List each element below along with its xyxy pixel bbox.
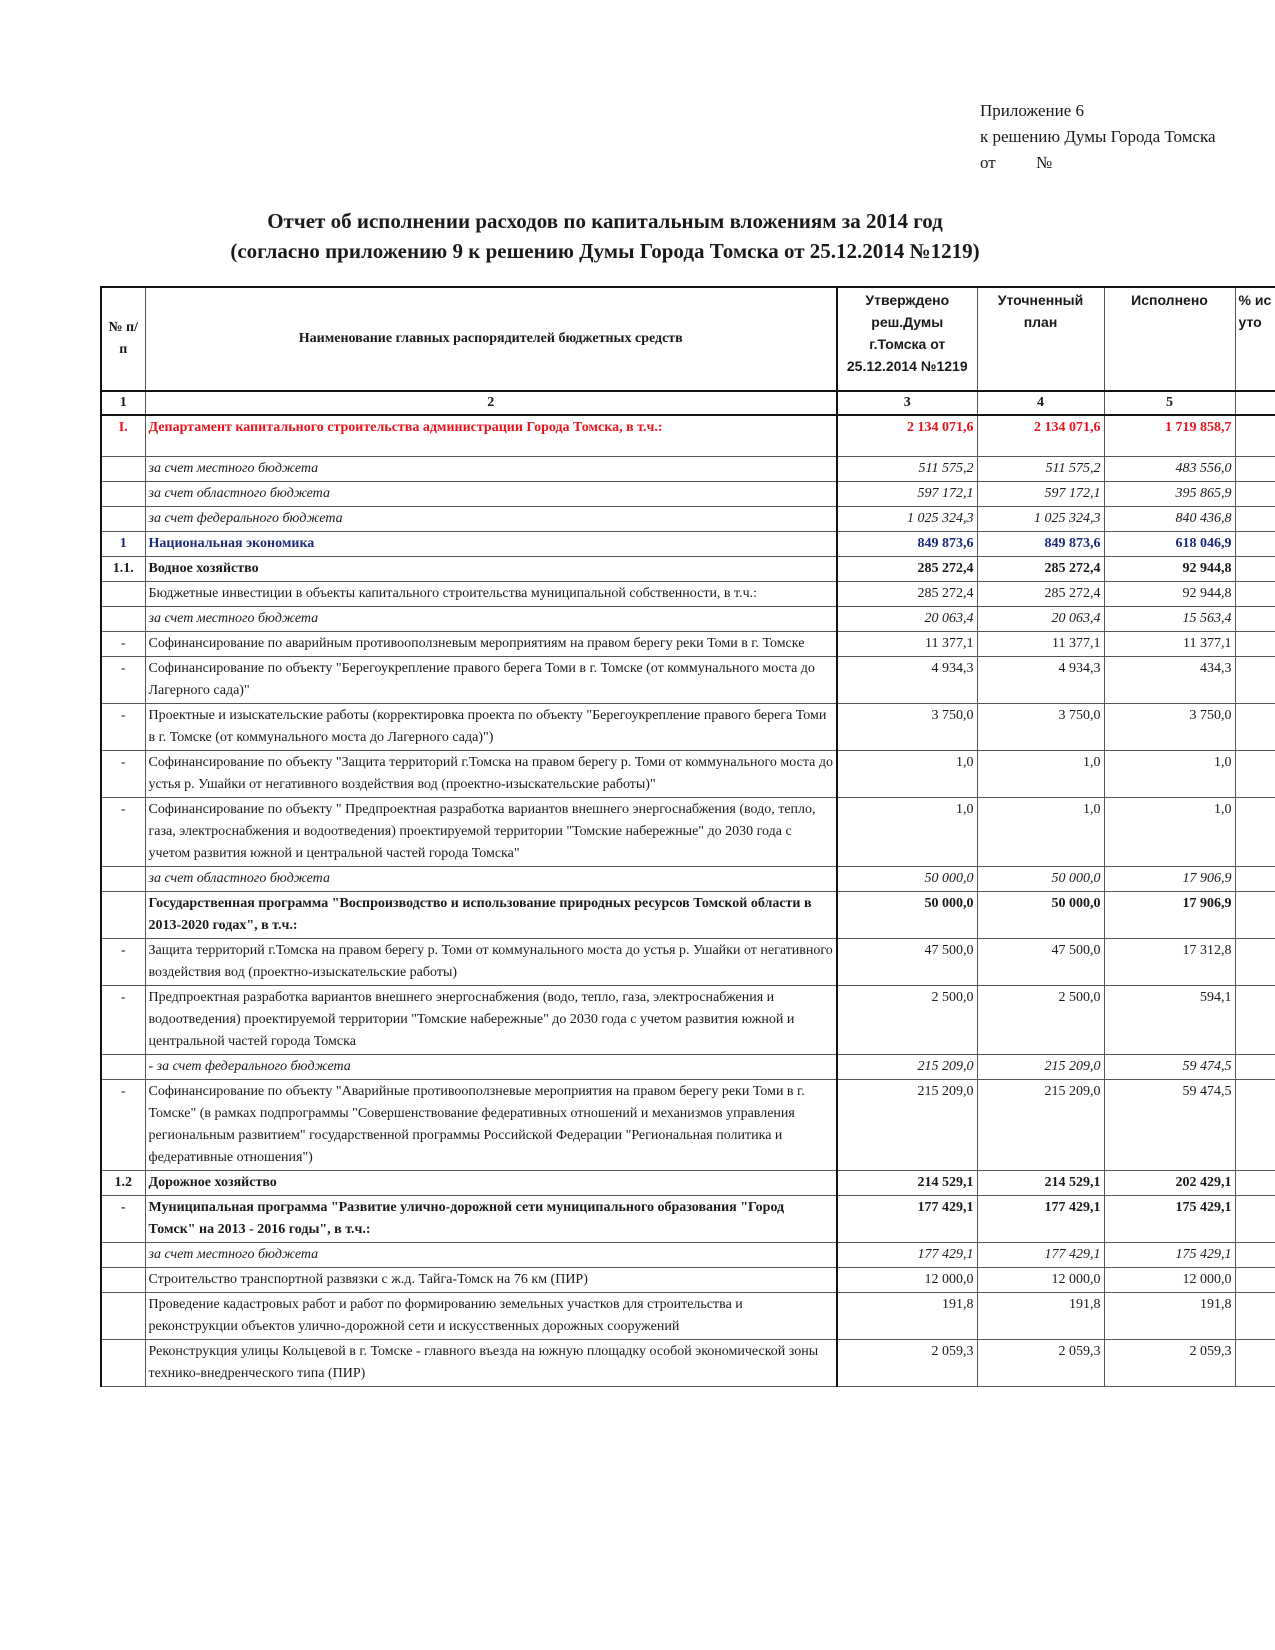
row-percent-value <box>1235 1080 1275 1171</box>
table-row <box>101 657 1275 704</box>
row-name: Предпроектная разработка вариантов внешнего энергоснабжения (водо, тепло, газа, электроснабжения и водоотведения) проектируемой территории "Томские набережные" до 2030 года с учетом развития южной и центральной частей города Томска <box>145 986 837 1055</box>
row-number: - <box>101 632 145 657</box>
row-approved-value: 511 575,2 <box>837 457 977 482</box>
row-percent-value <box>1235 986 1275 1055</box>
row-plan-value: 511 575,2 <box>977 457 1104 482</box>
row-percent-value <box>1235 867 1275 892</box>
row-name: за счет областного бюджета <box>145 867 837 892</box>
row-percent-value <box>1235 532 1275 557</box>
row-plan-value: 47 500,0 <box>977 939 1104 986</box>
table-row <box>101 1268 1275 1293</box>
row-executed-value: 395 865,9 <box>1104 482 1235 507</box>
row-approved-value: 50 000,0 <box>837 892 977 939</box>
row-approved-value: 20 063,4 <box>837 607 977 632</box>
row-executed-value: 840 436,8 <box>1104 507 1235 532</box>
row-approved-value: 2 134 071,6 <box>837 415 977 457</box>
table-row <box>101 482 1275 507</box>
row-number <box>101 457 145 482</box>
row-name: Водное хозяйство <box>145 557 837 582</box>
row-percent-value <box>1235 557 1275 582</box>
row-number: - <box>101 939 145 986</box>
row-percent-value <box>1235 1196 1275 1243</box>
row-plan-value: 191,8 <box>977 1293 1104 1340</box>
row-percent-value <box>1235 1055 1275 1080</box>
row-plan-value: 20 063,4 <box>977 607 1104 632</box>
row-plan-value: 2 500,0 <box>977 986 1104 1055</box>
row-percent-value <box>1235 507 1275 532</box>
title-line-1: Отчет об исполнении расходов по капитальным вложениям за 2014 год <box>267 209 943 233</box>
row-percent-value <box>1235 582 1275 607</box>
row-name: Проведение кадастровых работ и работ по формированию земельных участков для строительства и реконструкции объектов улично-дорожной сети и искусственных дорожных сооружений <box>145 1293 837 1340</box>
row-executed-value: 3 750,0 <box>1104 704 1235 751</box>
row-executed-value: 434,3 <box>1104 657 1235 704</box>
row-percent-value <box>1235 657 1275 704</box>
row-number: - <box>101 1080 145 1171</box>
table-row <box>101 532 1275 557</box>
row-number: - <box>101 986 145 1055</box>
row-plan-value: 3 750,0 <box>977 704 1104 751</box>
row-executed-value: 11 377,1 <box>1104 632 1235 657</box>
row-executed-value: 17 906,9 <box>1104 867 1235 892</box>
row-percent-value <box>1235 632 1275 657</box>
row-name: Бюджетные инвестиции в объекты капитального строительства муниципальной собственности, в т.ч.: <box>145 582 837 607</box>
row-plan-value: 12 000,0 <box>977 1268 1104 1293</box>
row-approved-value: 215 209,0 <box>837 1055 977 1080</box>
row-percent-value <box>1235 939 1275 986</box>
table-row <box>101 986 1275 1055</box>
table-row <box>101 457 1275 482</box>
header-percent: % ис уто <box>1235 287 1275 391</box>
row-plan-value: 177 429,1 <box>977 1196 1104 1243</box>
row-plan-value: 50 000,0 <box>977 892 1104 939</box>
row-number <box>101 1340 145 1387</box>
column-number: 3 <box>837 391 977 415</box>
table-row <box>101 751 1275 798</box>
row-approved-value: 285 272,4 <box>837 557 977 582</box>
table-row <box>101 704 1275 751</box>
row-executed-value: 2 059,3 <box>1104 1340 1235 1387</box>
row-name: Софинансирование по объекту "Берегоукрепление правого берега Томи в г. Томске (от коммунального моста до Лагерного сада)" <box>145 657 837 704</box>
row-percent-value <box>1235 1171 1275 1196</box>
row-plan-value: 849 873,6 <box>977 532 1104 557</box>
row-executed-value: 1 719 858,7 <box>1104 415 1235 457</box>
column-number: 1 <box>101 391 145 415</box>
row-executed-value: 202 429,1 <box>1104 1171 1235 1196</box>
row-percent-value <box>1235 415 1275 457</box>
row-plan-value: 50 000,0 <box>977 867 1104 892</box>
row-name: за счет местного бюджета <box>145 457 837 482</box>
row-plan-value: 177 429,1 <box>977 1243 1104 1268</box>
appendix-line-2: к решению Думы Города Томска <box>980 127 1216 146</box>
row-number <box>101 607 145 632</box>
row-name: за счет федерального бюджета <box>145 507 837 532</box>
row-plan-value: 1,0 <box>977 751 1104 798</box>
row-approved-value: 1,0 <box>837 751 977 798</box>
table-row <box>101 867 1275 892</box>
row-number <box>101 892 145 939</box>
appendix-line-3 <box>980 150 1216 176</box>
row-number: 1.2 <box>101 1171 145 1196</box>
row-number <box>101 582 145 607</box>
row-executed-value: 17 312,8 <box>1104 939 1235 986</box>
row-approved-value: 1 025 324,3 <box>837 507 977 532</box>
table-row <box>101 507 1275 532</box>
table-row <box>101 1243 1275 1268</box>
table-row <box>101 798 1275 867</box>
row-name: Департамент капитального строительства администрации Города Томска, в т.ч.: <box>145 415 837 457</box>
row-approved-value: 47 500,0 <box>837 939 977 986</box>
row-name: Проектные и изыскательские работы (корректировка проекта по объекту "Берегоукрепление правого берега Томи в г. Томске (от коммунального моста до Лагерного сада)") <box>145 704 837 751</box>
row-executed-value: 59 474,5 <box>1104 1080 1235 1171</box>
row-approved-value: 849 873,6 <box>837 532 977 557</box>
row-number <box>101 482 145 507</box>
header-name: Наименование главных распорядителей бюджетных средств <box>145 287 837 391</box>
column-number: 5 <box>1104 391 1235 415</box>
table-row <box>101 1293 1275 1340</box>
column-number <box>1235 391 1275 415</box>
row-number <box>101 1268 145 1293</box>
row-executed-value: 17 906,9 <box>1104 892 1235 939</box>
row-name: Реконструкция улицы Кольцевой в г. Томске - главного въезда на южную площадку особой экономической зоны технико-внедренческого типа (ПИР) <box>145 1340 837 1387</box>
row-name: - за счет федерального бюджета <box>145 1055 837 1080</box>
column-number: 4 <box>977 391 1104 415</box>
row-approved-value: 2 059,3 <box>837 1340 977 1387</box>
row-name: за счет местного бюджета <box>145 607 837 632</box>
row-plan-value: 2 059,3 <box>977 1340 1104 1387</box>
table-body <box>101 415 1275 1387</box>
row-number: 1.1. <box>101 557 145 582</box>
row-name: Национальная экономика <box>145 532 837 557</box>
appendix-number-label: № <box>1036 153 1053 172</box>
title-line-2: (согласно приложению 9 к решению Думы Города Томска от 25.12.2014 №1219) <box>230 239 980 263</box>
table-row <box>101 939 1275 986</box>
row-approved-value: 11 377,1 <box>837 632 977 657</box>
row-percent-value <box>1235 1293 1275 1340</box>
row-executed-value: 1,0 <box>1104 751 1235 798</box>
row-executed-value: 12 000,0 <box>1104 1268 1235 1293</box>
column-numbers-row <box>101 391 1275 415</box>
header-executed: Исполнено <box>1104 287 1235 391</box>
row-executed-value: 15 563,4 <box>1104 607 1235 632</box>
row-name: Строительство транспортной развязки с ж.д. Тайга-Томск на 76 км (ПИР) <box>145 1268 837 1293</box>
table-row <box>101 892 1275 939</box>
row-plan-value: 597 172,1 <box>977 482 1104 507</box>
row-name: Защита территорий г.Томска на правом берегу р. Томи от коммунального моста до устья р. Ушайки от негативного воздействия вод (проектно-изыскательские работы) <box>145 939 837 986</box>
row-plan-value: 4 934,3 <box>977 657 1104 704</box>
row-approved-value: 177 429,1 <box>837 1196 977 1243</box>
row-number: - <box>101 1196 145 1243</box>
row-percent-value <box>1235 798 1275 867</box>
row-approved-value: 4 934,3 <box>837 657 977 704</box>
row-number: - <box>101 751 145 798</box>
row-number <box>101 1055 145 1080</box>
row-plan-value: 215 209,0 <box>977 1080 1104 1171</box>
row-executed-value: 175 429,1 <box>1104 1196 1235 1243</box>
row-number <box>101 1293 145 1340</box>
table-row <box>101 1196 1275 1243</box>
table-row <box>101 415 1275 457</box>
row-approved-value: 191,8 <box>837 1293 977 1340</box>
row-number: - <box>101 798 145 867</box>
row-approved-value: 214 529,1 <box>837 1171 977 1196</box>
document-title <box>0 206 1210 266</box>
row-number: - <box>101 657 145 704</box>
header-plan: Уточненный план <box>977 287 1104 391</box>
row-plan-value: 1,0 <box>977 798 1104 867</box>
row-number: - <box>101 704 145 751</box>
row-executed-value: 92 944,8 <box>1104 582 1235 607</box>
table-row <box>101 1055 1275 1080</box>
row-number <box>101 1243 145 1268</box>
appendix-date-label: от <box>980 153 996 172</box>
row-executed-value: 618 046,9 <box>1104 532 1235 557</box>
row-percent-value <box>1235 704 1275 751</box>
row-name: Муниципальная программа "Развитие улично-дорожной сети муниципального образования "Город Томск" на 2013 - 2016 годы", в т.ч.: <box>145 1196 837 1243</box>
table-row <box>101 632 1275 657</box>
header-approved: Утверждено реш.Думы г.Томска от 25.12.2014 №1219 <box>837 287 977 391</box>
table-row <box>101 557 1275 582</box>
row-approved-value: 12 000,0 <box>837 1268 977 1293</box>
row-approved-value: 2 500,0 <box>837 986 977 1055</box>
row-plan-value: 215 209,0 <box>977 1055 1104 1080</box>
row-plan-value: 214 529,1 <box>977 1171 1104 1196</box>
row-approved-value: 1,0 <box>837 798 977 867</box>
row-approved-value: 285 272,4 <box>837 582 977 607</box>
row-percent-value <box>1235 607 1275 632</box>
row-approved-value: 3 750,0 <box>837 704 977 751</box>
appendix-line-1: Приложение 6 <box>980 101 1084 120</box>
row-percent-value <box>1235 457 1275 482</box>
row-number <box>101 867 145 892</box>
row-percent-value <box>1235 751 1275 798</box>
table-row <box>101 582 1275 607</box>
table-row <box>101 1340 1275 1387</box>
table-row <box>101 607 1275 632</box>
row-name: Государственная программа "Воспроизводство и использование природных ресурсов Томской области в 2013-2020 годах", в т.ч.: <box>145 892 837 939</box>
table-row <box>101 1171 1275 1196</box>
row-plan-value: 2 134 071,6 <box>977 415 1104 457</box>
row-name: Дорожное хозяйство <box>145 1171 837 1196</box>
row-plan-value: 285 272,4 <box>977 557 1104 582</box>
row-approved-value: 50 000,0 <box>837 867 977 892</box>
row-plan-value: 1 025 324,3 <box>977 507 1104 532</box>
row-name: Софинансирование по аварийным противооползневым мероприятиям на правом берегу реки Томи в г. Томске <box>145 632 837 657</box>
row-executed-value: 483 556,0 <box>1104 457 1235 482</box>
row-percent-value <box>1235 1243 1275 1268</box>
row-plan-value: 285 272,4 <box>977 582 1104 607</box>
row-name: Софинансирование по объекту "Защита территорий г.Томска на правом берегу р. Томи от коммунального моста до устья р. Ушайки от негативного воздействия вод (проектно-изыскательские работы)" <box>145 751 837 798</box>
row-executed-value: 175 429,1 <box>1104 1243 1235 1268</box>
capital-investment-table <box>100 286 1275 1387</box>
row-number: I. <box>101 415 145 457</box>
column-number: 2 <box>145 391 837 415</box>
row-executed-value: 1,0 <box>1104 798 1235 867</box>
row-percent-value <box>1235 482 1275 507</box>
row-number <box>101 507 145 532</box>
row-executed-value: 59 474,5 <box>1104 1055 1235 1080</box>
row-percent-value <box>1235 1268 1275 1293</box>
row-name: за счет местного бюджета <box>145 1243 837 1268</box>
row-percent-value <box>1235 1340 1275 1387</box>
row-name: за счет областного бюджета <box>145 482 837 507</box>
row-plan-value: 11 377,1 <box>977 632 1104 657</box>
row-executed-value: 594,1 <box>1104 986 1235 1055</box>
row-name: Софинансирование по объекту " Предпроектная разработка вариантов внешнего энергоснабжения (водо, тепло, газа, электроснабжения и водоотведения) проектируемой территории "Томские набережные" до 2030 года с учетом развития южной и центральной частей города Томска" <box>145 798 837 867</box>
row-approved-value: 597 172,1 <box>837 482 977 507</box>
header-no: № п/п <box>101 287 145 391</box>
row-number: 1 <box>101 532 145 557</box>
row-name: Софинансирование по объекту "Аварийные противооползневые мероприятия на правом берегу реки Томи в г. Томске" (в рамках подпрограммы "Совершенствование федеративных отношений и механизмов управления региональным развитием" государственной программы Российской Федерации "Региональная политика и федеративные отношения") <box>145 1080 837 1171</box>
row-approved-value: 215 209,0 <box>837 1080 977 1171</box>
appendix-note <box>980 98 1216 176</box>
row-approved-value: 177 429,1 <box>837 1243 977 1268</box>
row-executed-value: 191,8 <box>1104 1293 1235 1340</box>
row-executed-value: 92 944,8 <box>1104 557 1235 582</box>
row-percent-value <box>1235 892 1275 939</box>
table-row <box>101 1080 1275 1171</box>
